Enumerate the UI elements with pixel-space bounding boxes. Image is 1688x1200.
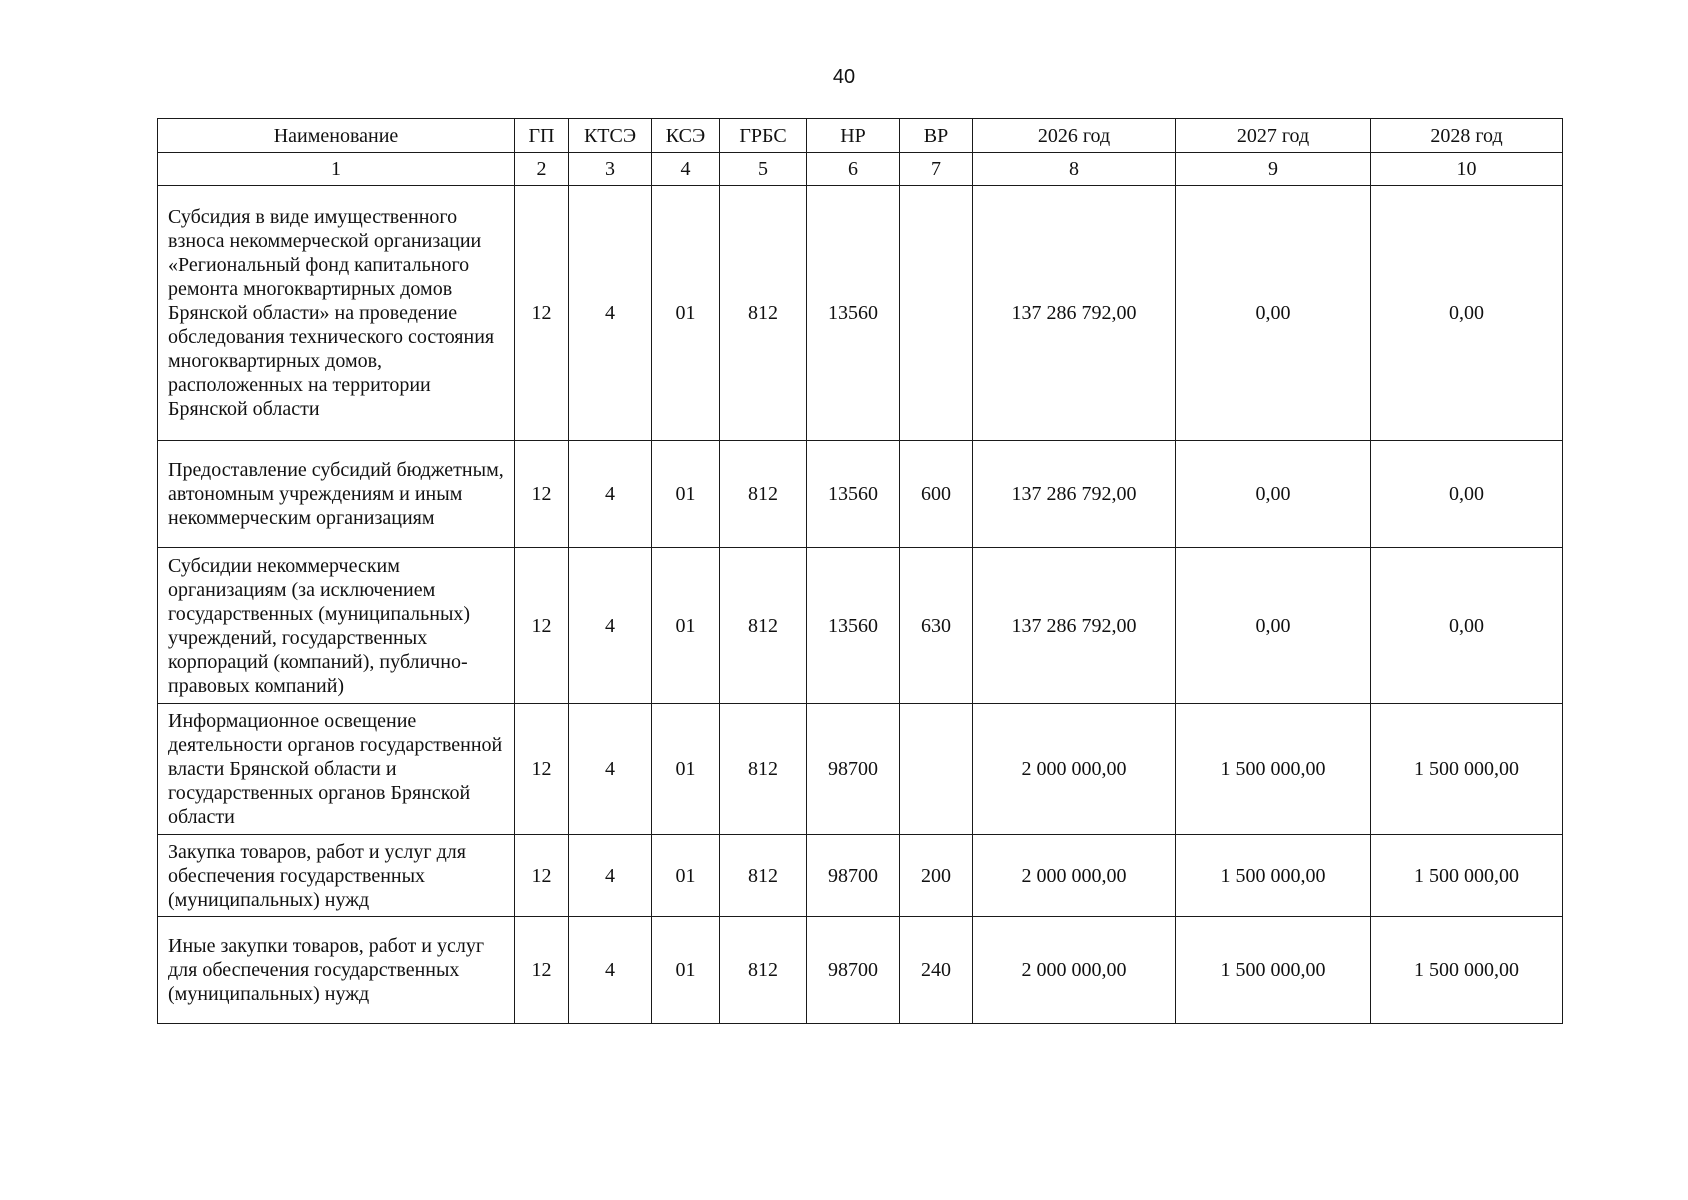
cell-kse: 01 [652,548,720,704]
cell-kse: 01 [652,704,720,835]
cell-2026: 137 286 792,00 [973,441,1176,548]
cell-2026: 2 000 000,00 [973,704,1176,835]
cell-2027: 0,00 [1176,548,1371,704]
cell-2027: 1 500 000,00 [1176,835,1371,917]
column-number: 1 [158,153,515,186]
cell-2027: 1 500 000,00 [1176,704,1371,835]
header-grbs: ГРБС [720,119,807,153]
cell-kse: 01 [652,835,720,917]
header-2028: 2028 год [1371,119,1563,153]
cell-gp: 12 [515,917,569,1024]
cell-vr [900,704,973,835]
cell-ktse: 4 [569,186,652,441]
cell-kse: 01 [652,441,720,548]
table-row [158,548,1563,704]
header-2027: 2027 год [1176,119,1371,153]
cell-2028: 1 500 000,00 [1371,704,1563,835]
cell-vr: 200 [900,835,973,917]
cell-nr: 98700 [807,704,900,835]
cell-gp: 12 [515,704,569,835]
cell-kse: 01 [652,186,720,441]
cell-nr: 98700 [807,917,900,1024]
cell-ktse: 4 [569,835,652,917]
cell-2026: 2 000 000,00 [973,835,1176,917]
cell-nr: 13560 [807,186,900,441]
column-number: 8 [973,153,1176,186]
cell-2027: 1 500 000,00 [1176,917,1371,1024]
column-number: 7 [900,153,973,186]
cell-grbs: 812 [720,548,807,704]
cell-vr [900,186,973,441]
header-gp: ГП [515,119,569,153]
column-number: 4 [652,153,720,186]
cell-kse: 01 [652,917,720,1024]
cell-2026: 137 286 792,00 [973,548,1176,704]
cell-nr: 98700 [807,835,900,917]
cell-2028: 0,00 [1371,186,1563,441]
header-2026: 2026 год [973,119,1176,153]
column-number: 2 [515,153,569,186]
cell-2028: 0,00 [1371,441,1563,548]
cell-2026: 137 286 792,00 [973,186,1176,441]
header-name: Наименование [158,119,515,153]
cell-nr: 13560 [807,441,900,548]
cell-2026: 2 000 000,00 [973,917,1176,1024]
header-row [158,119,1563,153]
row-name: Информационное освещение деятельности органов государственной власти Брянской области и государственных органов Брянской области [158,704,515,835]
table-row [158,186,1563,441]
page-number: 40 [832,66,856,88]
cell-2028: 1 500 000,00 [1371,835,1563,917]
row-name: Закупка товаров, работ и услуг для обеспечения государственных (муниципальных) нужд [158,835,515,917]
column-number: 3 [569,153,652,186]
row-name: Субсидии некоммерческим организациям (за исключением государственных (муниципальных) учреждений, государственных корпораций (компаний), публично-правовых компаний) [158,548,515,704]
cell-vr: 240 [900,917,973,1024]
cell-nr: 13560 [807,548,900,704]
cell-grbs: 812 [720,704,807,835]
cell-grbs: 812 [720,917,807,1024]
budget-table [157,118,1563,1024]
cell-vr: 600 [900,441,973,548]
cell-gp: 12 [515,186,569,441]
cell-ktse: 4 [569,548,652,704]
header-kse: КСЭ [652,119,720,153]
cell-gp: 12 [515,835,569,917]
cell-ktse: 4 [569,917,652,1024]
cell-ktse: 4 [569,441,652,548]
cell-ktse: 4 [569,704,652,835]
column-number: 10 [1371,153,1563,186]
row-name: Субсидия в виде имущественного взноса некоммерческой организации «Региональный фонд капитального ремонта многоквартирных домов Брянской области» на проведение обследования технического состояния многоквартирных домов, расположенных на территории Брянской области [158,186,515,441]
column-number-row [158,153,1563,186]
header-ktse: КТСЭ [569,119,652,153]
table-row [158,704,1563,835]
cell-2028: 1 500 000,00 [1371,917,1563,1024]
cell-grbs: 812 [720,186,807,441]
table-row [158,835,1563,917]
cell-grbs: 812 [720,835,807,917]
header-nr: НР [807,119,900,153]
cell-gp: 12 [515,441,569,548]
cell-2028: 0,00 [1371,548,1563,704]
row-name: Предоставление субсидий бюджетным, автономным учреждениям и иным некоммерческим организациям [158,441,515,548]
cell-2027: 0,00 [1176,441,1371,548]
cell-vr: 630 [900,548,973,704]
table-row [158,917,1563,1024]
header-vr: ВР [900,119,973,153]
column-number: 6 [807,153,900,186]
cell-gp: 12 [515,548,569,704]
table-row [158,441,1563,548]
column-number: 9 [1176,153,1371,186]
cell-2027: 0,00 [1176,186,1371,441]
cell-grbs: 812 [720,441,807,548]
column-number: 5 [720,153,807,186]
row-name: Иные закупки товаров, работ и услуг для обеспечения государственных (муниципальных) нужд [158,917,515,1024]
